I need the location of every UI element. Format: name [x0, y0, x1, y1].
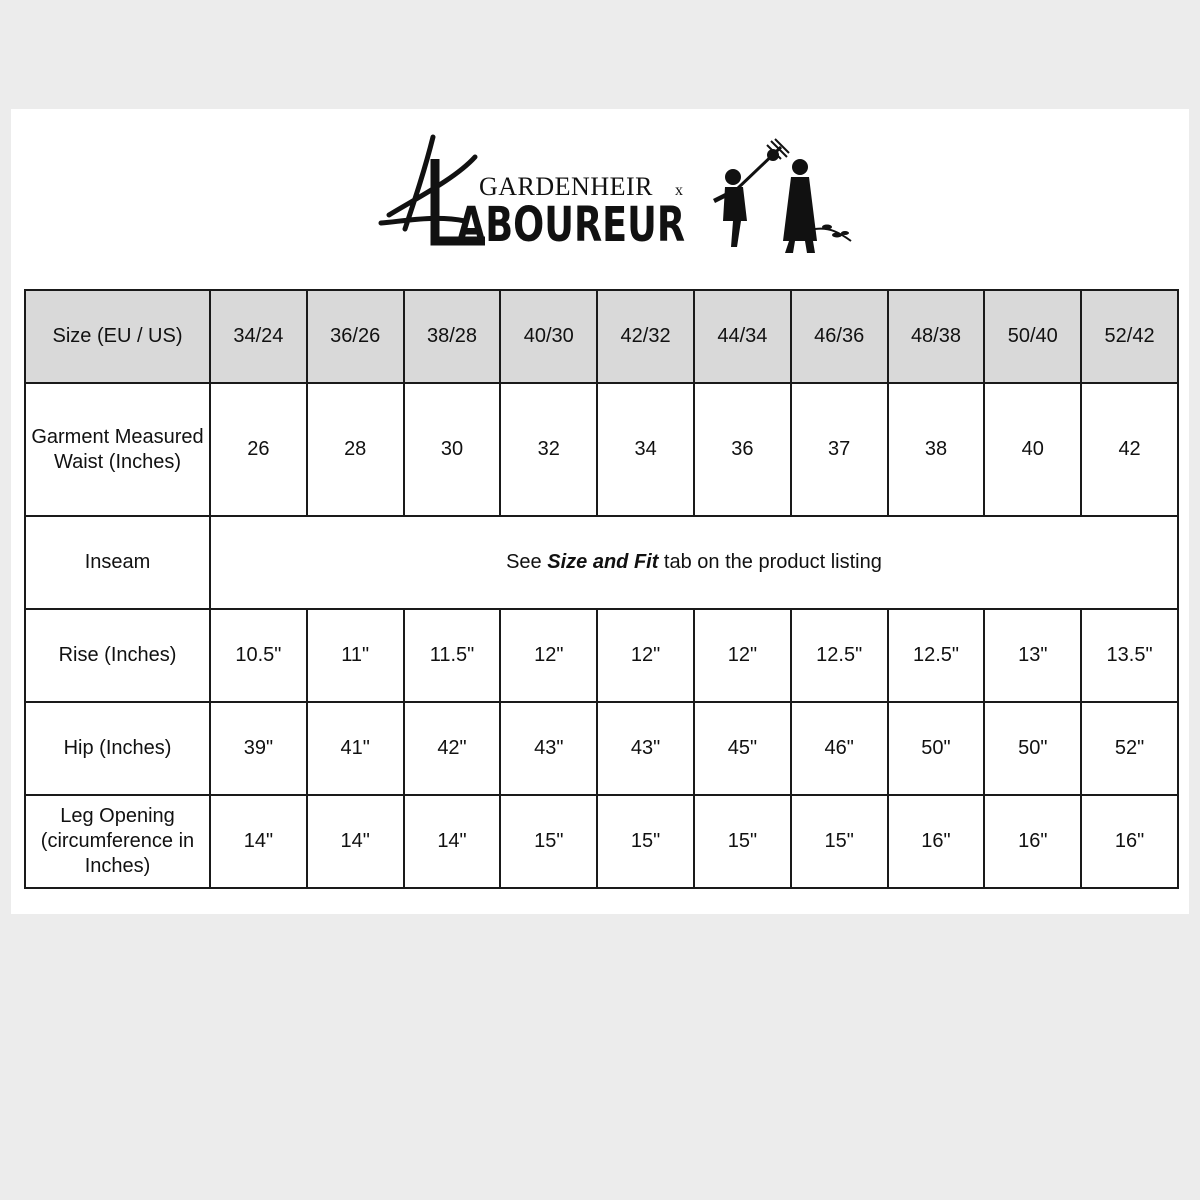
- size-cell: 46/36: [791, 290, 888, 383]
- brand-times: x: [675, 182, 683, 199]
- inseam-row: [25, 516, 1178, 609]
- size-chart-sheet: [11, 109, 1189, 914]
- value-cell: 15": [500, 795, 597, 888]
- row-label: Inseam: [25, 516, 210, 609]
- rise-row: [25, 609, 1178, 702]
- value-cell: 42: [1081, 383, 1178, 516]
- value-cell: 50": [888, 702, 985, 795]
- farmers-silhouette-icon: [713, 139, 851, 253]
- value-cell: 10.5": [210, 609, 307, 702]
- brand-line2: ABOUREUR: [457, 197, 685, 253]
- row-label: Rise (Inches): [25, 609, 210, 702]
- size-cell: 44/34: [694, 290, 791, 383]
- value-cell: 30: [404, 383, 501, 516]
- size-cell: 48/38: [888, 290, 985, 383]
- row-label: Leg Opening (circumference in Inches): [25, 795, 210, 888]
- value-cell: 12": [694, 609, 791, 702]
- value-cell: 36: [694, 383, 791, 516]
- size-cell: 34/24: [210, 290, 307, 383]
- value-cell: 15": [791, 795, 888, 888]
- value-cell: 15": [597, 795, 694, 888]
- value-cell: 41": [307, 702, 404, 795]
- row-label: Garment Measured Waist (Inches): [25, 383, 210, 516]
- size-cell: 50/40: [984, 290, 1081, 383]
- value-cell: 12": [597, 609, 694, 702]
- value-cell: 11": [307, 609, 404, 702]
- value-cell: 38: [888, 383, 985, 516]
- row-label: Hip (Inches): [25, 702, 210, 795]
- size-cell: 40/30: [500, 290, 597, 383]
- value-cell: 26: [210, 383, 307, 516]
- inseam-note-suffix: tab on the product listing: [658, 551, 882, 573]
- value-cell: 15": [694, 795, 791, 888]
- value-cell: 16": [1081, 795, 1178, 888]
- inseam-note: [210, 516, 1178, 609]
- waist-row: [25, 383, 1178, 516]
- brand-logo: [375, 129, 855, 259]
- value-cell: 28: [307, 383, 404, 516]
- value-cell: 12.5": [888, 609, 985, 702]
- value-cell: 14": [210, 795, 307, 888]
- hip-row: [25, 702, 1178, 795]
- size-header-row: [25, 290, 1178, 383]
- size-cell: 36/26: [307, 290, 404, 383]
- value-cell: 52": [1081, 702, 1178, 795]
- size-cell: 42/32: [597, 290, 694, 383]
- size-and-fit-emphasis: Size and Fit: [547, 551, 659, 573]
- value-cell: 13.5": [1081, 609, 1178, 702]
- value-cell: 32: [500, 383, 597, 516]
- value-cell: 16": [984, 795, 1081, 888]
- value-cell: 39": [210, 702, 307, 795]
- value-cell: 14": [307, 795, 404, 888]
- value-cell: 34: [597, 383, 694, 516]
- value-cell: 50": [984, 702, 1081, 795]
- value-cell: 46": [791, 702, 888, 795]
- size-chart-table: [24, 289, 1179, 889]
- value-cell: 14": [404, 795, 501, 888]
- brand-line1: GARDENHEIR: [479, 172, 653, 201]
- size-cell: 52/42: [1081, 290, 1178, 383]
- value-cell: 43": [597, 702, 694, 795]
- leg-opening-row: [25, 795, 1178, 888]
- size-cell: 38/28: [404, 290, 501, 383]
- value-cell: 45": [694, 702, 791, 795]
- value-cell: 16": [888, 795, 985, 888]
- value-cell: 13": [984, 609, 1081, 702]
- value-cell: 11.5": [404, 609, 501, 702]
- inseam-note-prefix: See: [506, 551, 548, 573]
- row-label: Size (EU / US): [25, 290, 210, 383]
- value-cell: 40: [984, 383, 1081, 516]
- value-cell: 43": [500, 702, 597, 795]
- value-cell: 12.5": [791, 609, 888, 702]
- value-cell: 12": [500, 609, 597, 702]
- value-cell: 37: [791, 383, 888, 516]
- value-cell: 42": [404, 702, 501, 795]
